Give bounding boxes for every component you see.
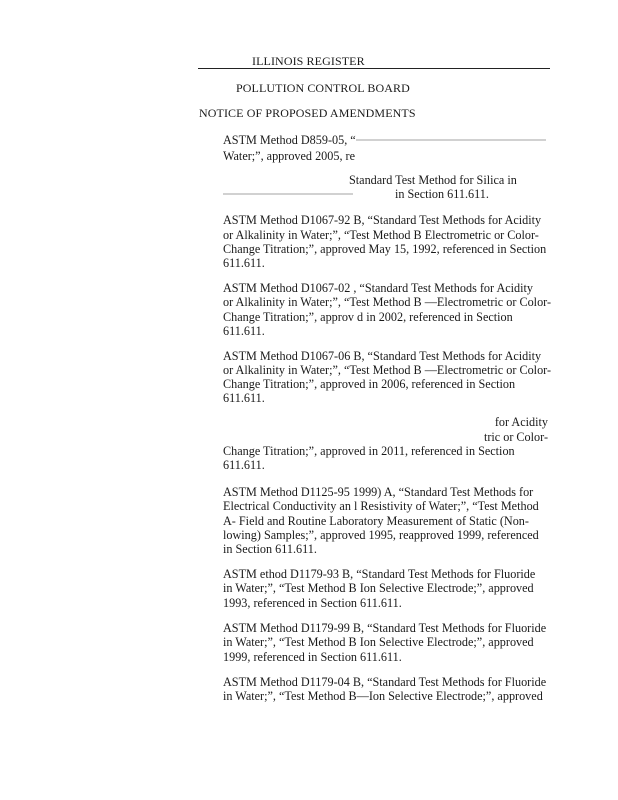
obscured-text <box>356 139 546 141</box>
entry-line: lowing) Samples;”, approved 1995, reapproved 1999, referenced <box>223 528 539 542</box>
entry-line: 1993, referenced in Section 611.611. <box>223 596 402 610</box>
entry-line: 611.611. <box>223 391 265 405</box>
entry-line: ASTM ethod D1179-93 B, “Standard Test Methods for Fluoride <box>223 567 536 581</box>
entry-line: ASTM Method D859-05, “ <box>223 133 356 147</box>
entry-fragment: in Section 611.611. <box>395 187 489 201</box>
entry-line: 611.611. <box>223 458 265 472</box>
board-title: POLLUTION CONTROL BOARD <box>236 81 410 95</box>
entry-line: in Water;”, “Test Method B Ion Selective Electrode;”, approved <box>223 635 534 649</box>
entry-line: ASTM Method D1179-04 B, “Standard Test Methods for Fluoride <box>223 675 547 689</box>
entry-line: or Alkalinity in Water;”, “Test Method B Electrometric or Color- <box>223 228 539 242</box>
entry-line: or Alkalinity in Water;”, “Test Method B —Electrometric or Color- <box>223 363 552 377</box>
entry-line: 1999, referenced in Section 611.611. <box>223 650 402 664</box>
entry-line: Change Titration;”, approved May 15, 1992, referenced in Section <box>223 242 547 256</box>
entry-line: or Alkalinity in Water;”, “Test Method B —Electrometric or Color- <box>223 295 552 309</box>
entry-line: 611.611. <box>223 256 265 270</box>
entry-line: in Section 611.611. <box>223 542 317 556</box>
entry-line: ASTM Method D1179-99 B, “Standard Test Methods for Fluoride <box>223 621 547 635</box>
entry-line: 611.611. <box>223 324 265 338</box>
entry-line: Water;”, approved 2005, re <box>223 149 356 163</box>
entry-fragment: tric or Color- <box>483 430 548 444</box>
header-rule <box>198 68 550 69</box>
entry-line: ASTM Method D1125-95 1999) A, “Standard Test Methods for <box>223 485 534 499</box>
entry-line: ASTM Method D1067-06 B, “Standard Test Methods for Acidity <box>223 349 542 363</box>
entry-fragment: for Acidity <box>494 415 548 429</box>
entry-line: Change Titration;”, approved in 2006, referenced in Section <box>223 377 516 391</box>
entry-line: ASTM Method D1067-92 B, “Standard Test Methods for Acidity <box>223 213 542 227</box>
entry-line: ASTM Method D1067-02 , “Standard Test Methods for Acidity <box>223 281 534 295</box>
entry-line: Change Titration;”, approved in 2011, referenced in Section <box>223 444 515 458</box>
obscured-text <box>223 193 353 195</box>
entry-line: A- Field and Routine Laboratory Measurement of Static (Non- <box>223 514 529 528</box>
notice-title: NOTICE OF PROPOSED AMENDMENTS <box>199 106 416 120</box>
entry-line: Change Titration;”, approv d in 2002, referenced in Section <box>223 310 513 324</box>
entry-line: in Water;”, “Test Method B Ion Selective Electrode;”, approved <box>223 581 534 595</box>
entry-fragment: Standard Test Method for Silica in <box>349 173 517 187</box>
entry-line: Electrical Conductivity an l Resistivity of Water;”, “Test Method <box>223 499 539 513</box>
register-title: ILLINOIS REGISTER <box>252 54 365 68</box>
entry-line: in Water;”, “Test Method B—Ion Selective Electrode;”, approved <box>223 689 543 703</box>
